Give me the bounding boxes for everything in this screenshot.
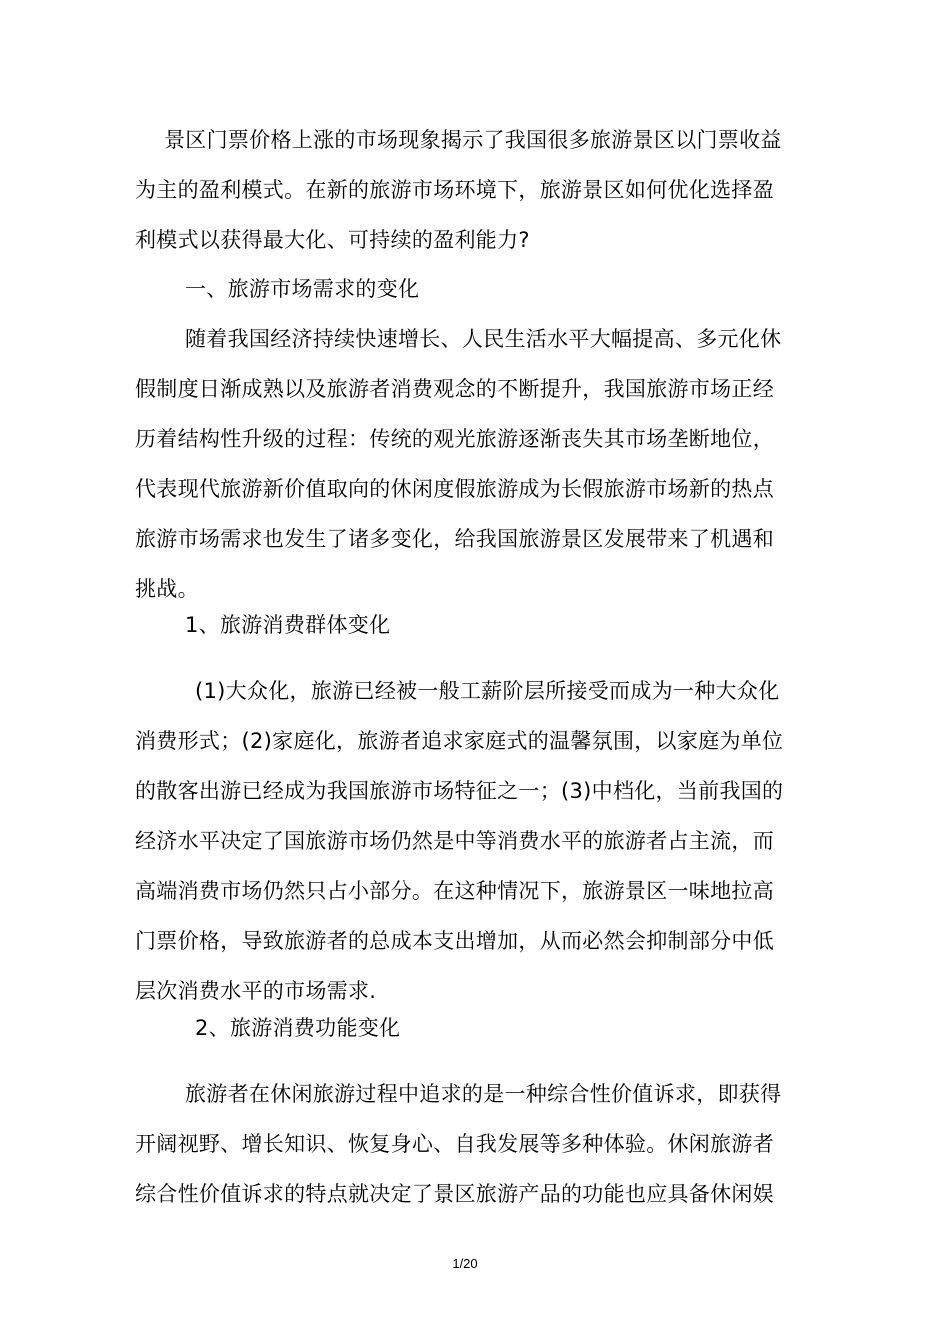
paragraph-line: (1)大众化，旅游已经被一般工薪阶层所接受而成为一种大众化 — [195, 679, 780, 703]
paragraph-line: 消费形式；(2)家庭化，旅游者追求家庭式的温馨氛围，以家庭为单位 — [135, 729, 784, 753]
paragraph-line: 为主的盈利模式。在新的旅游市场环境下，旅游景区如何优化选择盈 — [135, 178, 774, 202]
paragraph-line: 利模式以获得最大化、可持续的盈利能力? — [135, 228, 530, 252]
paragraph-line: 经济水平决定了国旅游市场仍然是中等消费水平的旅游者占主流，而 — [135, 829, 774, 853]
paragraph-line: 层次消费水平的市场需求. — [135, 979, 377, 1003]
page-number: 1/20 — [452, 1256, 478, 1271]
paragraph-line: 旅游者在休闲旅游过程中追求的是一种综合性价值诉求，即获得 — [185, 1082, 782, 1106]
paragraph-line: 假制度日渐成熟以及旅游者消费观念的不断提升，我国旅游市场正经 — [135, 377, 774, 401]
paragraph-line: 开阔视野、增长知识、恢复身心、自我发展等多种体验。休闲旅游者 — [135, 1132, 774, 1156]
subsection-heading: 2、旅游消费功能变化 — [195, 1016, 401, 1040]
paragraph-line: 高端消费市场仍然只占小部分。在这种情况下，旅游景区一味地拉高 — [135, 879, 774, 903]
paragraph-line: 景区门票价格上涨的市场现象揭示了我国很多旅游景区以门票收益 — [164, 128, 782, 152]
paragraph-line: 综合性价值诉求的特点就决定了景区旅游产品的功能也应具备休闲娱 — [135, 1182, 774, 1206]
paragraph-line: 代表现代旅游新价值取向的休闲度假旅游成为长假旅游市场新的热点 — [135, 477, 774, 501]
paragraph-line: 门票价格，导致旅游者的总成本支出增加，从而必然会抑制部分中低 — [135, 929, 774, 953]
paragraph-line: 挑战。 — [135, 577, 199, 601]
paragraph-line: 旅游市场需求也发生了诸多变化，给我国旅游景区发展带来了机遇和 — [135, 527, 774, 551]
subsection-heading: 1、旅游消费群体变化 — [185, 613, 391, 637]
paragraph-line: 的散客出游已经成为我国旅游市场特征之一；(3)中档化，当前我国的 — [135, 779, 784, 803]
section-heading: 一、旅游市场需求的变化 — [185, 277, 420, 301]
paragraph-line: 随着我国经济持续快速增长、人民生活水平大幅提高、多元化休 — [185, 327, 782, 351]
paragraph-line: 历着结构性升级的过程：传统的观光旅游逐渐丧失其市场垄断地位， — [135, 427, 774, 451]
